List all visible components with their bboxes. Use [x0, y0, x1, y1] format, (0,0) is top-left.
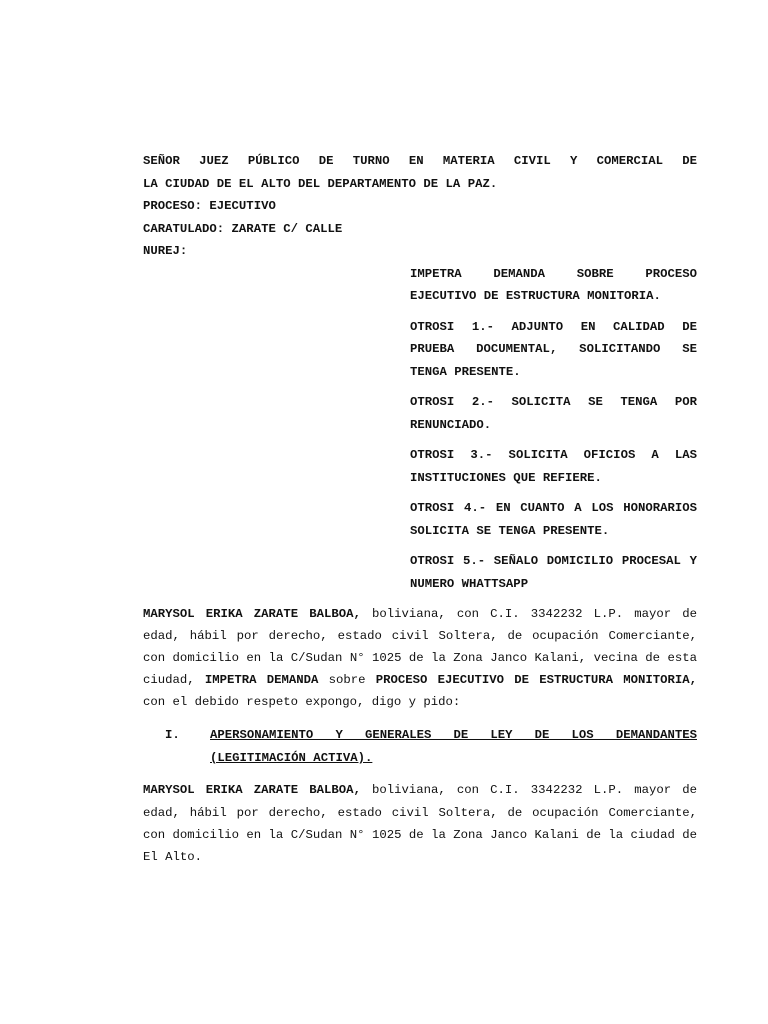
plaintiff-name: MARYSOL ERIKA ZARATE BALBOA, — [143, 607, 361, 621]
sumilla-otrosi-1: OTROSI 1.- ADJUNTO EN CALIDAD DE PRUEBA DOCUMENTAL, SOLICITANDO SE TENGA PRESENTE. — [410, 319, 697, 379]
generales-text: boliviana, con C.I. 3342232 L.P. mayor de edad, hábil por derecho, estado civil Soltera, de ocupación Comerciante, con domicilio en la C/Sudan N° 1025 de la Zona Janco Kalani de la ciudad de El Alto. — [143, 783, 697, 864]
section-number: I. — [165, 728, 180, 743]
sumilla-main: IMPETRA DEMANDA SOBRE PROCESO EJECUTIVO DE ESTRUCTURA MONITORIA. — [410, 266, 697, 303]
sumilla-otrosi-5: OTROSI 5.- SEÑALO DOMICILIO PROCESAL Y NUMERO WHATTSAPP — [410, 554, 697, 591]
section-heading-1 — [143, 724, 697, 769]
intro-text-1: boliviana, con C.I. 3342232 L.P. mayor de edad, hábil por derecho, estado civil Soltera, de ocupación Comerciante, con domicilio en la C/Sudan N° 1025 de la Zona Janco Kalani, vecina de esta ciudad, — [143, 607, 697, 688]
nurej-line: NUREJ: — [143, 244, 188, 258]
intro-text-2: sobre — [318, 673, 376, 688]
generales-paragraph — [143, 779, 697, 867]
sumilla-otrosi-2: OTROSI 2.- SOLICITA SE TENGA POR RENUNCIADO. — [410, 395, 697, 432]
sumilla-otrosi-4: OTROSI 4.- EN CUANTO A LOS HONORARIOS SOLICITA SE TENGA PRESENTE. — [410, 501, 697, 538]
caratulado-line: CARATULADO: ZARATE C/ CALLE — [143, 221, 343, 236]
sumilla-otrosi-3: OTROSI 3.- SOLICITA OFICIOS A LAS INSTITUCIONES QUE REFIERE. — [410, 448, 697, 485]
plaintiff-name-2: MARYSOL ERIKA ZARATE BALBOA, — [143, 783, 361, 798]
addressee-line-1: SEÑOR JUEZ PÚBLICO DE TURNO EN MATERIA CIVIL Y COMERCIAL DE — [143, 154, 697, 168]
document-page — [143, 150, 697, 868]
intro-paragraph — [143, 603, 697, 713]
section-title: APERSONAMIENTO Y GENERALES DE LEY DE LOS DEMANDANTES (LEGITIMACIÓN ACTIVA). — [210, 728, 697, 765]
intro-text-3: con el debido respeto expongo, digo y pido: — [143, 695, 461, 710]
addressee-line-2: LA CIUDAD DE EL ALTO DEL DEPARTAMENTO DE LA PAZ. — [143, 176, 498, 191]
proceso-ejecutivo: PROCESO EJECUTIVO DE ESTRUCTURA MONITORIA, — [375, 673, 697, 688]
proceso-line: PROCESO: EJECUTIVO — [143, 199, 276, 213]
sumilla-block — [410, 263, 697, 596]
impetra-demanda: IMPETRA DEMANDA — [204, 673, 319, 688]
